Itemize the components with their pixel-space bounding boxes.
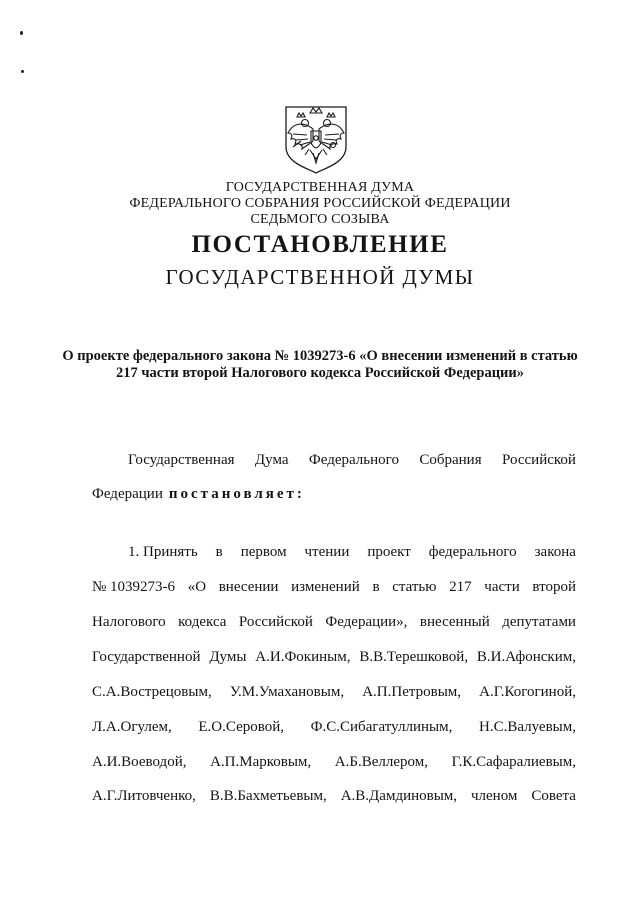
paragraph-1-line-8 — [92, 788, 576, 805]
word: А.П.Марковым, — [210, 754, 312, 770]
word: Г.К.Сафаралиевым, — [451, 754, 576, 770]
word: 1. Принять — [128, 544, 198, 560]
word: статью — [392, 579, 437, 595]
word: А.Г.Литовченко, — [92, 788, 196, 804]
word: Думы — [209, 649, 247, 665]
paragraph-1-line-6 — [92, 719, 576, 736]
resolves-word: постановляет: — [168, 486, 305, 502]
word: членом — [471, 788, 518, 804]
scan-speck-1 — [20, 31, 23, 35]
paragraph-1-line-3 — [92, 614, 576, 631]
word: Е.О.Серовой, — [198, 719, 284, 735]
word: А.П.Петровым, — [362, 684, 462, 700]
word: внесении — [218, 579, 279, 595]
paragraph-1-line-4 — [92, 649, 576, 666]
paragraph-1-line-1 — [128, 544, 576, 561]
word: депутатами — [502, 614, 576, 630]
word: Дума — [254, 452, 289, 468]
word: С.А.Вострецовым, — [92, 684, 212, 700]
word: Совета — [531, 788, 576, 804]
word: Л.А.Огулем, — [92, 719, 172, 735]
word: чтении — [304, 544, 350, 560]
intro-line-1 — [128, 452, 576, 469]
word: 217 — [449, 579, 472, 595]
word: внесенный — [419, 614, 490, 630]
document-title: ПОСТАНОВЛЕНИЕ — [191, 231, 449, 258]
word: А.И.Фокиным, — [255, 649, 351, 665]
word: Российской — [502, 452, 576, 468]
paragraph-1-line-5 — [92, 684, 576, 701]
paragraph-1-line-7 — [92, 754, 576, 771]
word: У.М.Умахановым, — [229, 684, 345, 700]
word: Федерации», — [325, 614, 408, 630]
word: второй — [532, 579, 576, 595]
word: в — [215, 544, 223, 560]
word: В.В.Бахметьевым, — [209, 788, 327, 804]
coat-of-arms-emblem-icon — [283, 103, 349, 175]
header-line-state-duma: ГОСУДАРСТВЕННАЯ ДУМА — [225, 180, 415, 195]
paragraph-1-line-2 — [92, 579, 576, 596]
word: № 1039273-6 — [92, 579, 176, 595]
header-line-convocation: СЕДЬМОГО СОЗЫВА — [250, 212, 390, 227]
word: А.В.Дамдиновым, — [340, 788, 458, 804]
word: закона — [534, 544, 576, 560]
word: Федерального — [308, 452, 399, 468]
word: Налогового — [92, 614, 166, 630]
word: Н.С.Валуевым, — [479, 719, 576, 735]
word: кодекса — [178, 614, 227, 630]
word: А.Г.Когогиной, — [479, 684, 576, 700]
word: Государственной — [92, 649, 201, 665]
intro-line-2 — [92, 486, 576, 503]
word: части — [484, 579, 520, 595]
document-subject: О проекте федерального закона № 1039273-6 «О внесении изменений в статью 217 части второй Налогового кодекса Российской Федерации» — [62, 348, 578, 381]
word: первом — [240, 544, 287, 560]
word: Ф.С.Сибагатуллиным, — [310, 719, 453, 735]
word: Государственная — [128, 452, 235, 468]
word: изменений — [291, 579, 360, 595]
word: А.Б.Веллером, — [334, 754, 428, 770]
word: проект — [367, 544, 411, 560]
intro-line-2-start: Федерации — [92, 486, 163, 502]
document-subtitle: ГОСУДАРСТВЕННОЙ ДУМЫ — [165, 265, 475, 289]
word: В.И.Афонским, — [476, 649, 576, 665]
scan-speck-2 — [21, 70, 24, 73]
word: Собрания — [419, 452, 482, 468]
header-line-federal-assembly: ФЕДЕРАЛЬНОГО СОБРАНИЯ РОССИЙСКОЙ ФЕДЕРАЦИИ — [129, 196, 511, 211]
word: Российской — [238, 614, 313, 630]
word: «О — [187, 579, 207, 595]
word: федерального — [428, 544, 517, 560]
word: в — [372, 579, 380, 595]
word: В.В.Терешковой, — [359, 649, 469, 665]
word: А.И.Воеводой, — [92, 754, 187, 770]
